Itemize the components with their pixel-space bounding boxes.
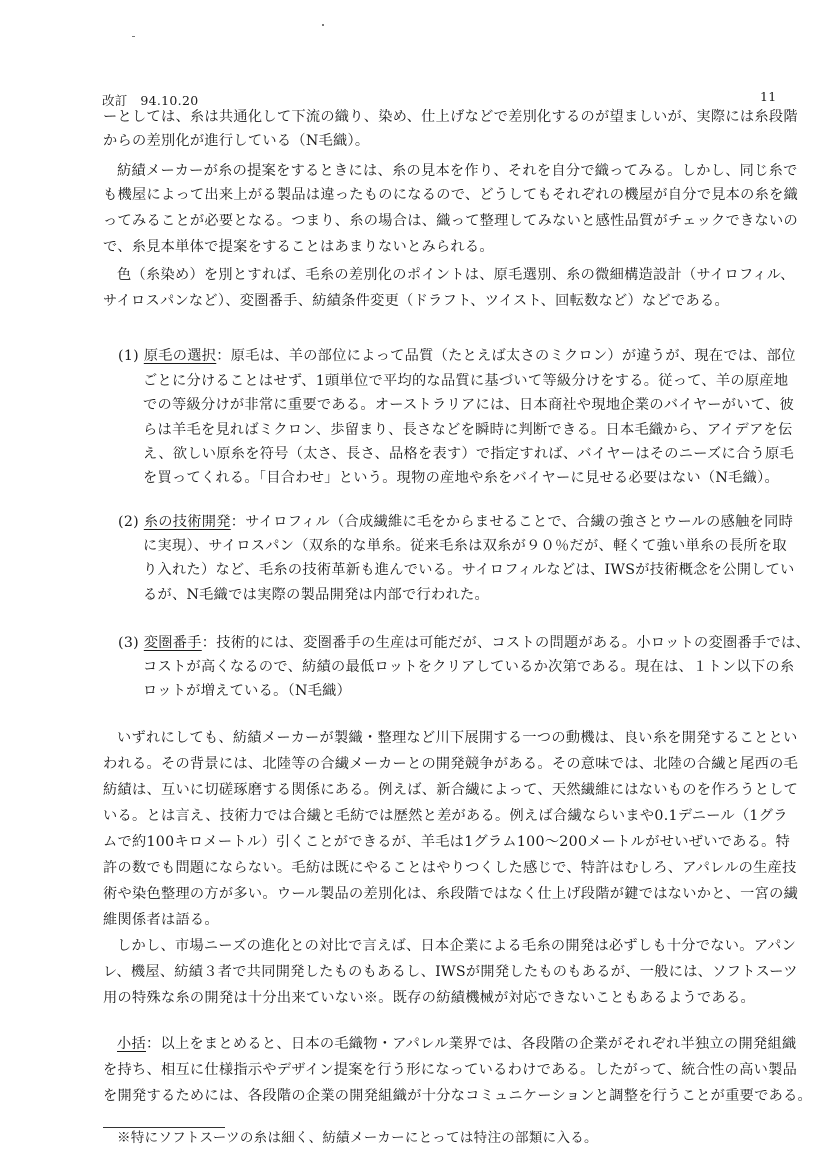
para2-line-2: サイロスパンなど）、変圏番手、紡績条件変更（ドラフト、ツイスト、回転数など）などである。 xyxy=(103,293,729,309)
para4-line-2: レ、機屋、紡績３者で共同開発したものもあるし、IWSが開発したものもあるが、一般には、ソフトスーツ xyxy=(103,964,798,980)
item-3-heading: 変圏番手 xyxy=(143,635,202,651)
item-1-line-5: え、欲しい原糸を符号（太さ、長さ、品格を表す）で指定すれば、バイヤーはそのニーズに合う原毛 xyxy=(143,446,794,462)
item-2-line-4: るが、N毛織では実際の製品開発は内部で行われた。 xyxy=(143,587,489,603)
item-2-number: (2) xyxy=(118,514,139,530)
page-number: 11 xyxy=(760,89,777,104)
para3-line-4: いる。とは言え、技術力では合繊と毛紡では歴然と差がある。例えば合繊ならいまや0.1デニール（1グラ xyxy=(103,808,788,824)
para3-line-5: ムで約100キロメートル）引くことができるが、羊毛は1グラム100～200メートルがせいぜいである。特 xyxy=(103,834,791,850)
item-1-line-1 xyxy=(118,349,796,363)
para3-line-2: われる。その背景には、北陸等の合繊メーカーとの開発競争がある。その意味では、北陸の合繊と尾西の毛 xyxy=(103,756,799,772)
item-2-text: ：サイロフィル（合成繊維に毛をからませることで、合繊の強さとウールの感触を同時 xyxy=(230,514,794,530)
scan-mark xyxy=(322,24,324,26)
para1-line-3: ってみることが必要となる。つまり、糸の場合は、織って整理してみないと感性品質がチェックできないの xyxy=(103,213,798,229)
para3-line-3: 紡績は、互いに切磋琢磨する関係にある。例えば、新合繊によって、天然繊維にはないものを作ろうとして xyxy=(103,782,799,798)
item-2-line-3: り入れた）など、毛糸の技術革新も進んでいる。サイロフィルなどは、IWSが技術概念を公開してい xyxy=(143,562,795,578)
item-3-line-1 xyxy=(118,636,810,650)
item-3-text: ：技術的には、変圏番手の生産は可能だが、コストの問題がある。小ロットの変圏番手では、 xyxy=(201,635,810,651)
summary-line-3: を開発するためには、各段階の企業の開発組織が十分なコミュニケーションと調整を行うことが重要である。 xyxy=(103,1088,813,1104)
item-2-line-2: に実現）、サイロスパン（双糸的な単糸。従来毛糸は双糸が９０％だが、軽くて強い単糸の長所を取 xyxy=(143,538,787,554)
para3-line-7: 術や染色整理の方が多い。ウール製品の差別化は、糸段階ではなく仕上げ段階が鍵ではないかと、一宮の繊 xyxy=(103,886,799,902)
item-1-text: ：原毛は、羊の部位によって品質（たとえば太さのミクロン）が違うが、現在では、部位 xyxy=(216,348,796,364)
para3-line-1: いずれにしても、紡績メーカーが製織・整理など川下展開する一つの動機は、良い糸を開発することとい xyxy=(117,730,798,746)
item-1-line-6: を買ってくれる。「目合わせ」という。現物の産地や糸をバイヤーに見せる必要はない（N毛織）。 xyxy=(143,470,779,486)
item-2-heading: 糸の技術開発 xyxy=(143,514,231,530)
item-1-line-2: ごとに分けることはせず、1頭単位で平均的な品質に基づいて等級分けをする。従って、羊の原産地 xyxy=(143,373,789,389)
para1-line-2: も機屋によって出来上がる製品は違ったものになるので、どうしてもそれぞれの機屋が自分で見本の糸を織 xyxy=(103,187,799,203)
para4-line-1: しかし、市場ニーズの進化との対比で言えば、日本企業による毛糸の開発は必ずしも十分でない。アパン xyxy=(117,938,797,954)
footnote-rule xyxy=(103,1127,225,1128)
para4-line-3: 用の特殊な糸の開発は十分出来ていない※。既存の紡績機械が対応できないこともあるようである。 xyxy=(103,990,755,1006)
para3-line-8: 維関係者は語る。 xyxy=(103,912,219,928)
para3-line-6: 許の数でも問題にならない。毛紡は既にやることはやりつくした感じで、特許はむしろ、アパレルの生産技 xyxy=(103,860,797,876)
item-3-line-2: コストが高くなるので、紡績の最低ロットをクリアしているか次第である。現在は、１トン以下の糸 xyxy=(143,659,795,675)
scan-mark xyxy=(132,36,135,37)
summary-line-2: を持ち、相互に仕様指示やデザイン提案を行う形になっているわけである。したがって、統合性の高い製品 xyxy=(103,1062,798,1078)
summary-heading: 小括 xyxy=(117,1036,146,1052)
summary-line-1 xyxy=(117,1037,796,1051)
intro-line-2: からの差別化が進行している（N毛織）。 xyxy=(103,133,370,149)
footnote: ※特にソフトスーツの糸は細く、紡績メーカーにとっては特注の部類に入る。 xyxy=(117,1130,598,1146)
summary-text: ：以上をまとめると、日本の毛織物・アパレル業界では、各段階の企業がそれぞれ半独立の開発組織 xyxy=(145,1036,797,1052)
para2-line-1: 色（糸染め）を別とすれば、毛糸の差別化のポイントは、原毛選別、糸の微細構造設計（サイロフィル、 xyxy=(117,267,795,283)
item-1-line-3: での等級分けが非常に重要である。オーストラリアには、日本商社や現地企業のバイヤーがいて、彼 xyxy=(143,397,794,413)
para1-line-4: で、糸見本単体で提案をすることはあまりないとみられる。 xyxy=(103,239,494,255)
item-1-line-4: らは羊毛を見ればミクロン、歩留まり、長さなどを瞬時に判断できる。日本毛織から、アイデアを伝 xyxy=(143,422,793,438)
revision-date: 改訂 94.10.20 xyxy=(102,93,199,108)
para1-line-1: 紡績メーカーが糸の提案をするときには、糸の見本を作り、それを自分で織ってみる。しかし、同じ糸で xyxy=(117,163,798,179)
item-3-number: (3) xyxy=(118,635,139,651)
item-1-number: (1) xyxy=(118,348,139,364)
item-3-line-3: ロットが増えている。（N毛織） xyxy=(143,683,352,699)
item-1-heading: 原毛の選択 xyxy=(143,348,217,364)
item-2-line-1 xyxy=(118,515,793,529)
intro-line-1: ーとしては、糸は共通化して下流の織り、染め、仕上げなどで差別化するのが望ましいが、実際には糸段階 xyxy=(103,109,798,125)
